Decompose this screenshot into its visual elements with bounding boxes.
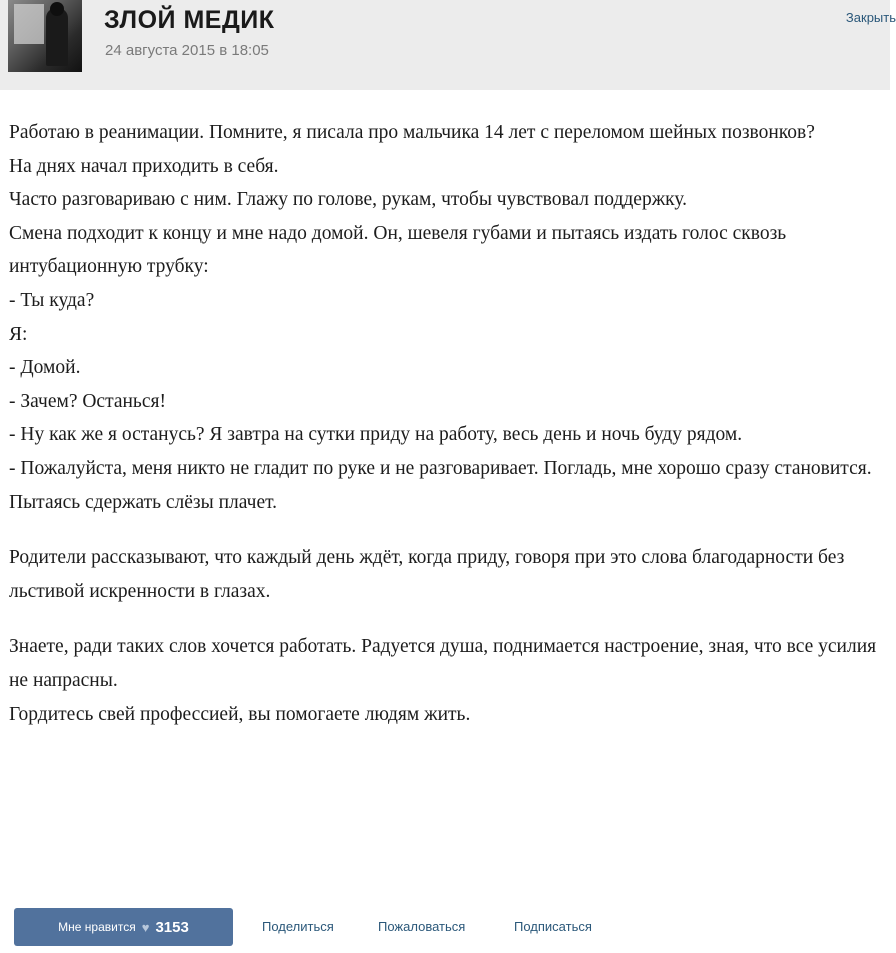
report-link[interactable]: Пожаловаться bbox=[378, 919, 466, 934]
post-line: - Зачем? Останься! bbox=[9, 390, 166, 412]
post-date[interactable]: 24 августа 2015 в 18:05 bbox=[105, 42, 269, 59]
author-name[interactable]: ЗЛОЙ МЕДИК bbox=[104, 6, 275, 34]
post-actions bbox=[14, 908, 884, 948]
post-line: Знаете, ради таких слов хочется работать. Радуется душа, поднимается настроение, зная, что все усилия не напрасны. bbox=[9, 636, 877, 691]
post-line: Пытаясь сдержать слёзы плачет. bbox=[9, 491, 278, 513]
subscribe-link[interactable]: Подписаться bbox=[514, 919, 592, 934]
avatar-window-shape bbox=[14, 4, 44, 44]
avatar-figure-shape bbox=[46, 8, 68, 66]
post-body bbox=[9, 116, 885, 731]
paragraph-gap bbox=[9, 519, 885, 541]
like-label: Мне нравится bbox=[58, 920, 136, 934]
avatar-head-shape bbox=[50, 2, 64, 16]
heart-icon: ♥ bbox=[141, 919, 150, 935]
paragraph-gap bbox=[9, 608, 885, 630]
post-line: Я: bbox=[9, 323, 28, 345]
post-line: - Пожалуйста, меня никто не гладит по руке и не разговаривает. Погладь, мне хорошо сразу становится. bbox=[9, 457, 872, 479]
post-line: Смена подходит к концу и мне надо домой. Он, шевеля губами и пытаясь издать голос сквозь интубационную трубку: bbox=[9, 222, 787, 278]
post-line: Гордитесь свей профессией, вы помогаете людям жить. bbox=[9, 703, 471, 725]
close-link[interactable]: Закрыть bbox=[845, 10, 896, 25]
share-link[interactable]: Поделиться bbox=[262, 919, 334, 934]
avatar[interactable] bbox=[8, 0, 82, 72]
post-line: Работаю в реанимации. Помните, я писала про мальчика 14 лет с переломом шейных позвонков? bbox=[9, 122, 815, 143]
like-button[interactable] bbox=[14, 908, 233, 946]
post-line: - Ты куда? bbox=[9, 289, 95, 311]
post-line: На днях начал приходить в себя. bbox=[9, 155, 279, 177]
post-line: Часто разговариваю с ним. Глажу по голове, рукам, чтобы чувствовал поддержку. bbox=[9, 189, 688, 211]
post-line: Родители рассказывают, что каждый день ждёт, когда приду, говоря при это слова благодарности без льстивой искренности в глазах. bbox=[9, 547, 845, 602]
post-header bbox=[0, 0, 896, 90]
like-count: 3153 bbox=[155, 918, 189, 936]
post-line: - Домой. bbox=[9, 357, 81, 379]
post-line: - Ну как же я останусь? Я завтра на сутки приду на работу, весь день и ночь буду рядом. bbox=[9, 424, 743, 446]
